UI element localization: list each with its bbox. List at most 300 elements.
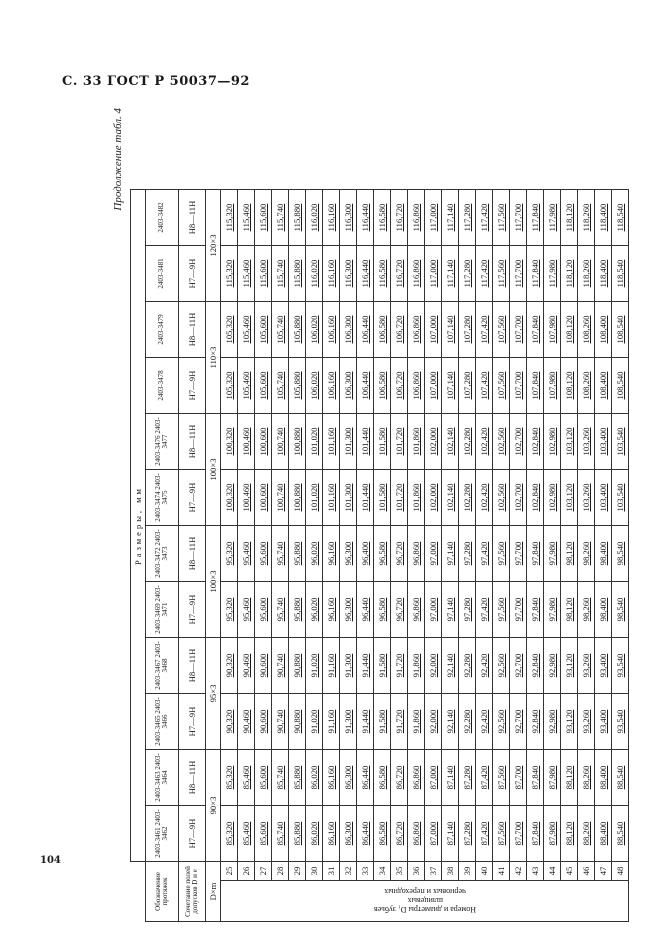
protyazhka-code: 2403-3476 2403-3477 xyxy=(146,414,179,470)
diameter-value: 91,300 xyxy=(340,638,357,694)
diameter-value: 102,140 xyxy=(442,414,459,470)
diameter-value: 105,600 xyxy=(255,358,272,414)
diameter-value: 86,020 xyxy=(306,806,323,862)
diameter-value: 106,860 xyxy=(408,358,425,414)
diameter-value: 86,860 xyxy=(408,750,425,806)
diameter-value: 118,400 xyxy=(595,246,612,302)
tolerance-cell: H7—9H xyxy=(179,358,206,414)
diameter-value: 117,280 xyxy=(459,246,476,302)
diameter-value: 91,300 xyxy=(340,694,357,750)
designation-header: Обозначение протяжек xyxy=(146,862,179,922)
diameter-value: 108,260 xyxy=(578,358,595,414)
diameter-value: 86,860 xyxy=(408,806,425,862)
diameter-value: 92,840 xyxy=(527,638,544,694)
diameter-value: 92,700 xyxy=(510,694,527,750)
diameter-value: 88,260 xyxy=(578,750,595,806)
diameter-value: 107,140 xyxy=(442,302,459,358)
diameter-value: 97,000 xyxy=(425,526,442,582)
diameter-value: 98,120 xyxy=(561,526,578,582)
diameter-value: 106,440 xyxy=(357,358,374,414)
diameter-value: 85,460 xyxy=(238,750,255,806)
diameter-value: 97,980 xyxy=(544,526,561,582)
diameter-value: 117,560 xyxy=(493,246,510,302)
diameter-value: 116,580 xyxy=(374,246,391,302)
diameter-value: 108,540 xyxy=(612,358,629,414)
diameter-value: 102,840 xyxy=(527,414,544,470)
diameter-value: 105,460 xyxy=(238,358,255,414)
diameter-value: 107,840 xyxy=(527,358,544,414)
diameter-value: 98,540 xyxy=(612,582,629,638)
diameter-value: 91,720 xyxy=(391,694,408,750)
diameter-value: 86,300 xyxy=(340,750,357,806)
tooth-number: 41 xyxy=(493,862,510,881)
protyazhka-code: 2403-3482 xyxy=(146,190,179,246)
diameter-value: 90,600 xyxy=(255,694,272,750)
diameter-value: 102,980 xyxy=(544,470,561,526)
diameter-value: 87,280 xyxy=(459,750,476,806)
diameter-value: 116,440 xyxy=(357,246,374,302)
diameter-value: 102,420 xyxy=(476,414,493,470)
diameter-value: 107,980 xyxy=(544,358,561,414)
diameter-value: 116,160 xyxy=(323,190,340,246)
diameter-value: 98,400 xyxy=(595,526,612,582)
diameter-value: 103,400 xyxy=(595,414,612,470)
diameter-value: 92,140 xyxy=(442,694,459,750)
diameter-value: 88,540 xyxy=(612,806,629,862)
diameter-value: 107,560 xyxy=(493,358,510,414)
diameter-value: 115,320 xyxy=(221,190,238,246)
tolerance-cell: H7—9H xyxy=(179,470,206,526)
diameter-value: 92,420 xyxy=(476,638,493,694)
diameter-value: 117,420 xyxy=(476,190,493,246)
tooth-number: 46 xyxy=(578,862,595,881)
dxm-cell: 95×3 xyxy=(206,638,221,750)
diameter-value: 107,000 xyxy=(425,302,442,358)
diameter-value: 93,540 xyxy=(612,694,629,750)
diameter-value: 92,840 xyxy=(527,694,544,750)
diameter-value: 116,160 xyxy=(323,246,340,302)
diameter-value: 108,400 xyxy=(595,358,612,414)
diameter-value: 95,320 xyxy=(221,526,238,582)
diameter-value: 85,740 xyxy=(272,806,289,862)
diameter-value: 90,880 xyxy=(289,638,306,694)
diameter-value: 96,160 xyxy=(323,526,340,582)
diameter-value: 85,880 xyxy=(289,750,306,806)
diameter-value: 98,120 xyxy=(561,582,578,638)
table-row xyxy=(289,190,306,922)
diameter-value: 85,600 xyxy=(255,750,272,806)
diameter-value: 108,120 xyxy=(561,302,578,358)
tolerance-cell: H7—9H xyxy=(179,806,206,862)
diameter-value: 116,300 xyxy=(340,190,357,246)
tooth-number: 32 xyxy=(340,862,357,881)
diameter-value: 107,840 xyxy=(527,302,544,358)
diameter-value: 96,860 xyxy=(408,526,425,582)
diameter-value: 90,600 xyxy=(255,638,272,694)
table-row xyxy=(595,190,612,922)
diameter-value: 107,420 xyxy=(476,358,493,414)
diameter-value: 108,120 xyxy=(561,358,578,414)
diameter-value: 105,320 xyxy=(221,358,238,414)
tolerance-cell: H7—9H xyxy=(179,694,206,750)
dxm-cell: 90×3 xyxy=(206,750,221,862)
table-row xyxy=(340,190,357,922)
diameter-value: 97,140 xyxy=(442,526,459,582)
diameter-value: 118,400 xyxy=(595,190,612,246)
diameter-value: 100,320 xyxy=(221,414,238,470)
diameter-value: 96,580 xyxy=(374,526,391,582)
page-number: 104 xyxy=(40,855,61,866)
diameter-value: 102,700 xyxy=(510,414,527,470)
protyazhka-code: 2403-3469 2403-3471 xyxy=(146,582,179,638)
diameter-value: 87,840 xyxy=(527,806,544,862)
diameter-value: 87,140 xyxy=(442,750,459,806)
diameter-value: 106,300 xyxy=(340,358,357,414)
diameter-value: 115,880 xyxy=(289,190,306,246)
diameter-value: 86,020 xyxy=(306,750,323,806)
diameter-value: 90,320 xyxy=(221,694,238,750)
diameter-value: 92,560 xyxy=(493,638,510,694)
diameter-value: 87,700 xyxy=(510,806,527,862)
diameter-value: 117,980 xyxy=(544,246,561,302)
diameter-value: 107,980 xyxy=(544,302,561,358)
diameter-value: 101,020 xyxy=(306,414,323,470)
diameter-value: 88,120 xyxy=(561,750,578,806)
diameter-value: 97,560 xyxy=(493,582,510,638)
diameter-value: 87,000 xyxy=(425,750,442,806)
diameter-value: 106,020 xyxy=(306,302,323,358)
table-row xyxy=(476,190,493,922)
diameter-value: 116,300 xyxy=(340,246,357,302)
diameter-value: 101,300 xyxy=(340,414,357,470)
diameter-value: 96,300 xyxy=(340,526,357,582)
diameter-value: 86,580 xyxy=(374,806,391,862)
diameter-value: 100,880 xyxy=(289,470,306,526)
diameter-value: 93,260 xyxy=(578,694,595,750)
diameter-value: 116,860 xyxy=(408,190,425,246)
diameter-value: 95,880 xyxy=(289,582,306,638)
diameter-value: 101,580 xyxy=(374,470,391,526)
rotated-table-area xyxy=(112,102,632,922)
diameter-value: 86,440 xyxy=(357,806,374,862)
diameter-value: 88,400 xyxy=(595,750,612,806)
table-row xyxy=(272,190,289,922)
diameter-value: 87,420 xyxy=(476,806,493,862)
diameter-value: 117,140 xyxy=(442,246,459,302)
diameter-value: 115,320 xyxy=(221,246,238,302)
tolerance-cell: H8—11H xyxy=(179,414,206,470)
diameter-value: 96,020 xyxy=(306,526,323,582)
diameter-value: 106,720 xyxy=(391,302,408,358)
side-label-1: Номера и диаметры D₁ зубьев xyxy=(373,905,476,915)
diameter-value: 85,460 xyxy=(238,806,255,862)
diameter-value: 117,280 xyxy=(459,190,476,246)
diameter-value: 115,880 xyxy=(289,246,306,302)
diameter-value: 96,720 xyxy=(391,526,408,582)
table-row xyxy=(408,190,425,922)
table-row xyxy=(255,190,272,922)
diameter-value: 115,460 xyxy=(238,246,255,302)
diameter-value: 117,140 xyxy=(442,190,459,246)
tooth-number: 35 xyxy=(391,862,408,881)
table-row xyxy=(391,190,408,922)
diameter-value: 91,020 xyxy=(306,694,323,750)
tooth-number: 47 xyxy=(595,862,612,881)
tooth-number: 29 xyxy=(289,862,306,881)
diameter-value: 118,260 xyxy=(578,190,595,246)
diameter-value: 90,320 xyxy=(221,638,238,694)
diameter-value: 90,460 xyxy=(238,638,255,694)
diameter-value: 96,020 xyxy=(306,582,323,638)
diameter-value: 103,120 xyxy=(561,414,578,470)
diameter-value: 86,160 xyxy=(323,806,340,862)
diameter-value: 86,580 xyxy=(374,750,391,806)
diameter-value: 116,720 xyxy=(391,246,408,302)
diameter-value: 96,720 xyxy=(391,582,408,638)
continuation-label: Продолжение табл. 4 xyxy=(112,108,124,211)
diameter-value: 86,440 xyxy=(357,750,374,806)
diameter-value: 100,600 xyxy=(255,414,272,470)
protyazhka-code: 2403-3461 2403-3462 xyxy=(146,806,179,862)
tooth-number: 44 xyxy=(544,862,561,881)
diameter-value: 100,600 xyxy=(255,470,272,526)
diameter-value: 87,140 xyxy=(442,806,459,862)
tooth-number: 30 xyxy=(306,862,323,881)
diameter-value: 100,880 xyxy=(289,414,306,470)
diameter-value: 96,300 xyxy=(340,582,357,638)
diameter-value: 102,280 xyxy=(459,414,476,470)
diameter-value: 97,840 xyxy=(527,582,544,638)
diameter-value: 90,740 xyxy=(272,694,289,750)
diameter-value: 107,420 xyxy=(476,302,493,358)
diameter-value: 101,860 xyxy=(408,470,425,526)
diameter-value: 118,260 xyxy=(578,246,595,302)
tooth-number: 42 xyxy=(510,862,527,881)
diameter-value: 103,260 xyxy=(578,470,595,526)
diameter-value: 88,120 xyxy=(561,806,578,862)
diameter-value: 87,980 xyxy=(544,750,561,806)
diameter-value: 107,280 xyxy=(459,302,476,358)
diameter-value: 107,560 xyxy=(493,302,510,358)
diameter-value: 93,400 xyxy=(595,638,612,694)
diameter-value: 117,000 xyxy=(425,190,442,246)
table-row xyxy=(510,190,527,922)
diameter-value: 88,260 xyxy=(578,806,595,862)
diameter-value: 91,580 xyxy=(374,694,391,750)
diameter-value: 115,600 xyxy=(255,190,272,246)
diameter-value: 100,740 xyxy=(272,470,289,526)
diameter-value: 92,700 xyxy=(510,638,527,694)
table-row xyxy=(357,190,374,922)
diameter-value: 101,860 xyxy=(408,414,425,470)
diameter-value: 91,160 xyxy=(323,694,340,750)
diameter-value: 97,980 xyxy=(544,582,561,638)
protyazhka-code: 2403-3465 2403-3466 xyxy=(146,694,179,750)
tolerance-header: Сочетание полей допусков D и e xyxy=(179,862,206,922)
diameter-value: 102,700 xyxy=(510,470,527,526)
diameter-value: 108,400 xyxy=(595,302,612,358)
diameter-value: 107,700 xyxy=(510,302,527,358)
diameter-value: 117,980 xyxy=(544,190,561,246)
diameter-value: 91,440 xyxy=(357,638,374,694)
tooth-number: 25 xyxy=(221,862,238,881)
diameter-value: 102,840 xyxy=(527,470,544,526)
diameter-value: 101,720 xyxy=(391,414,408,470)
diameter-value: 118,120 xyxy=(561,246,578,302)
diameter-value: 108,540 xyxy=(612,302,629,358)
protyazhka-code: 2403-3478 xyxy=(146,358,179,414)
diameter-value: 95,880 xyxy=(289,526,306,582)
tolerance-cell: H8—11H xyxy=(179,526,206,582)
diameter-value: 101,160 xyxy=(323,470,340,526)
table-row xyxy=(442,190,459,922)
diameter-value: 86,720 xyxy=(391,806,408,862)
diameter-value: 106,160 xyxy=(323,302,340,358)
diameter-value: 118,120 xyxy=(561,190,578,246)
table-wrapper xyxy=(130,189,629,922)
table-caption-row xyxy=(112,102,128,922)
diameter-value: 95,460 xyxy=(238,526,255,582)
dxm-cell: 110×3 xyxy=(206,302,221,414)
diameter-value: 101,440 xyxy=(357,414,374,470)
diameter-value: 106,160 xyxy=(323,358,340,414)
diameter-value: 97,700 xyxy=(510,582,527,638)
diameter-value: 102,420 xyxy=(476,470,493,526)
diameter-value: 106,860 xyxy=(408,302,425,358)
tooth-number: 33 xyxy=(357,862,374,881)
diameter-value: 101,720 xyxy=(391,470,408,526)
protyazhka-code: 2403-3481 xyxy=(146,246,179,302)
diameter-value: 87,280 xyxy=(459,806,476,862)
diameter-value: 96,440 xyxy=(357,582,374,638)
diameter-value: 115,460 xyxy=(238,190,255,246)
diameter-value: 106,580 xyxy=(374,358,391,414)
tolerance-cell: H8—11H xyxy=(179,302,206,358)
table-row xyxy=(493,190,510,922)
diameter-value: 93,400 xyxy=(595,694,612,750)
diameter-value: 92,420 xyxy=(476,694,493,750)
dxm-cell: 100×3 xyxy=(206,526,221,638)
diameter-value: 115,600 xyxy=(255,246,272,302)
table-row xyxy=(612,190,629,922)
diameter-value: 95,600 xyxy=(255,526,272,582)
diameter-value: 107,280 xyxy=(459,358,476,414)
diameter-value: 101,160 xyxy=(323,414,340,470)
diameter-value: 101,580 xyxy=(374,414,391,470)
diameter-value: 106,720 xyxy=(391,358,408,414)
diameter-value: 96,860 xyxy=(408,582,425,638)
diameter-value: 91,860 xyxy=(408,694,425,750)
protyazhka-code: 2403-3467 2403-3468 xyxy=(146,638,179,694)
diameter-value: 98,540 xyxy=(612,526,629,582)
diameter-value: 105,880 xyxy=(289,358,306,414)
diameter-value: 105,460 xyxy=(238,302,255,358)
tooth-number: 38 xyxy=(442,862,459,881)
diameter-value: 100,460 xyxy=(238,414,255,470)
diameter-value: 97,280 xyxy=(459,582,476,638)
diameter-value: 116,720 xyxy=(391,190,408,246)
diameter-value: 92,140 xyxy=(442,638,459,694)
diameter-value: 98,260 xyxy=(578,582,595,638)
diameter-value: 97,280 xyxy=(459,526,476,582)
tooth-number: 36 xyxy=(408,862,425,881)
table-row xyxy=(544,190,561,922)
diameter-value: 86,300 xyxy=(340,806,357,862)
diameter-value: 116,020 xyxy=(306,246,323,302)
diameter-value: 102,560 xyxy=(493,414,510,470)
diameter-value: 85,320 xyxy=(221,806,238,862)
diameter-value: 92,980 xyxy=(544,694,561,750)
diameter-value: 85,740 xyxy=(272,750,289,806)
table-row xyxy=(459,190,476,922)
diameter-value: 96,160 xyxy=(323,582,340,638)
diameter-value: 117,840 xyxy=(527,246,544,302)
diameter-value: 102,000 xyxy=(425,470,442,526)
tolerance-cell: H8—11H xyxy=(179,190,206,246)
diameter-value: 90,740 xyxy=(272,638,289,694)
protyazhka-code: 2403-3472 2403-3473 xyxy=(146,526,179,582)
tooth-number: 31 xyxy=(323,862,340,881)
diameter-value: 95,740 xyxy=(272,526,289,582)
diameter-value: 100,460 xyxy=(238,470,255,526)
dxm-cell: 100×3 xyxy=(206,414,221,526)
diameter-value: 107,700 xyxy=(510,358,527,414)
diameter-value: 87,000 xyxy=(425,806,442,862)
diameter-value: 87,560 xyxy=(493,750,510,806)
dxm-header: D×m xyxy=(206,862,221,922)
diameter-value: 116,580 xyxy=(374,190,391,246)
tooth-number: 26 xyxy=(238,862,255,881)
table-row xyxy=(561,190,578,922)
diameter-value: 106,580 xyxy=(374,302,391,358)
diameter-value: 105,740 xyxy=(272,358,289,414)
diameter-value: 91,580 xyxy=(374,638,391,694)
diameter-value: 116,860 xyxy=(408,246,425,302)
diameter-value: 92,000 xyxy=(425,638,442,694)
diameter-value: 87,420 xyxy=(476,750,493,806)
diameter-value: 86,720 xyxy=(391,750,408,806)
diameter-value: 87,560 xyxy=(493,806,510,862)
diameter-value: 91,020 xyxy=(306,638,323,694)
diameter-value: 98,260 xyxy=(578,526,595,582)
diameter-value: 90,880 xyxy=(289,694,306,750)
diameter-value: 97,840 xyxy=(527,526,544,582)
diameter-value: 97,700 xyxy=(510,526,527,582)
diameter-value: 97,420 xyxy=(476,582,493,638)
table-row xyxy=(306,190,323,922)
tolerance-cell: H8—11H xyxy=(179,750,206,806)
diameter-value: 91,860 xyxy=(408,638,425,694)
tooth-number: 37 xyxy=(425,862,442,881)
table-row xyxy=(221,190,238,922)
diameter-value: 103,540 xyxy=(612,470,629,526)
diameter-value: 101,440 xyxy=(357,470,374,526)
diameter-value: 116,440 xyxy=(357,190,374,246)
diameter-value: 92,560 xyxy=(493,694,510,750)
tooth-number: 48 xyxy=(612,862,629,881)
tooth-number: 39 xyxy=(459,862,476,881)
protyazhka-code: 2403-3474 2403-3475 xyxy=(146,470,179,526)
diameter-value: 117,000 xyxy=(425,246,442,302)
diameter-value: 95,740 xyxy=(272,582,289,638)
dxm-cell: 120×3 xyxy=(206,190,221,302)
diameter-value: 103,120 xyxy=(561,470,578,526)
diameter-value: 85,880 xyxy=(289,806,306,862)
sizes-title: Размеры, мм xyxy=(131,190,146,862)
protyazhka-code: 2403-3479 xyxy=(146,302,179,358)
diameter-value: 87,840 xyxy=(527,750,544,806)
table-row xyxy=(527,190,544,922)
